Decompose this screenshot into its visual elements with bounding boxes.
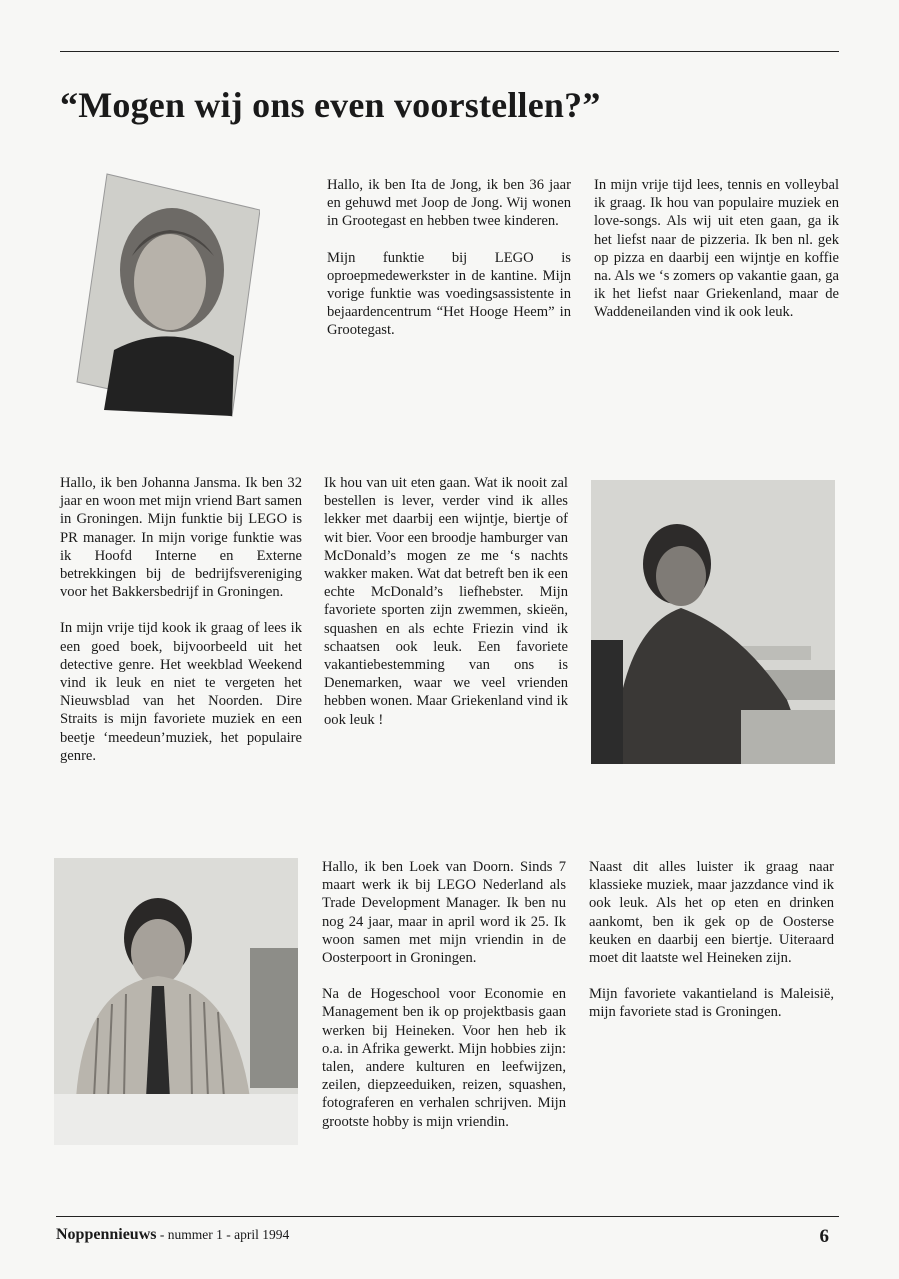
loek-text-column-2	[589, 858, 834, 1022]
ita-text-column-2	[594, 176, 839, 322]
article-title: “Mogen wij ons even voorstellen?”	[60, 85, 601, 125]
ita-paragraph-hobbies: In mijn vrije tijd lees, tennis en volleybal ik graag. Ik hou van populaire muziek en love-songs. Als wij uit eten gaan, ga ik het liefst naar de pizzeria. Ik ben nl. gek op pizza en daarbij een wijntje en koffie na. Als we ‘s zomers op vakantie gaan, ga ik het liefst naar Griekenland, maar de Waddeneilanden vind ik ook leuk.	[594, 177, 839, 321]
loek-paragraph-intro: Hallo, ik ben Loek van Doorn. Sinds 7 maart werk ik bij LEGO Nederland als Trade Development Manager. Ik ben nu nog 24 jaar, maar in april word ik 25. Ik woon samen met mijn vriendin in de Oosterpoort in Groningen.	[322, 859, 566, 967]
johanna-text-column-2	[324, 474, 568, 729]
page-number: 6	[819, 1226, 829, 1247]
bottom-rule	[56, 1216, 839, 1217]
portrait-johanna-jansma	[591, 480, 835, 764]
loek-paragraph-music: Naast dit alles luister ik graag naar klassieke muziek, maar jazzdance vind ik ook leuk. Als het op eten en drinken aankomt, ben ik gek op de Oosterse keuken en daarbij een biertje. Uiteraard moet dit laatste wel Heineken zijn.	[589, 859, 834, 967]
ita-paragraph-job: Mijn funktie bij LEGO is oproepmedewerkster in de kantine. Mijn vorige funktie was voedingsassistente in bejaardencentrum “Het Hooge Heem” in Grootegast.	[327, 249, 571, 339]
publication-name: Noppennieuws	[56, 1226, 157, 1243]
portrait-ita-de-jong	[74, 170, 260, 420]
footer-publication	[56, 1226, 289, 1244]
ita-paragraph-intro: Hallo, ik ben Ita de Jong, ik ben 36 jaar en gehuwd met Joop de Jong. Wij wonen in Grootegast en hebben twee kinderen.	[327, 177, 571, 230]
ita-text-column-1	[327, 176, 571, 340]
top-rule	[60, 51, 839, 52]
issue-info: - nummer 1 - april 1994	[156, 1227, 290, 1242]
johanna-paragraph-hobbies: In mijn vrije tijd kook ik graag of lees ik een goed boek, bijvoorbeeld uit het detective genre. Het weekblad Weekend vind ik leuk en niet te vergeten het Nieuwsblad van het Noorden. Dire Straits is mijn favoriete muziek en een beetje ‘meedeun’muziek, het populaire genre.	[60, 620, 302, 764]
loek-paragraph-travel: Mijn favoriete vakantieland is Maleisië, mijn favoriete stad is Groningen.	[589, 986, 834, 1021]
loek-text-column-1	[322, 858, 566, 1131]
loek-paragraph-career: Na de Hogeschool voor Economie en Management ben ik op projektbasis gaan werken bij Heineken. Voor hen heb ik o.a. in Afrika gewerkt. Mijn hobbies zijn: talen, andere kulturen en leefwijzen, zeilen, diepzeeduiken, reizen, squashen, fotograferen en verhalen schrijven. Mijn grootste hobby is mijn vriendin.	[322, 986, 566, 1130]
johanna-text-column-1	[60, 474, 302, 765]
johanna-paragraph-intro: Hallo, ik ben Johanna Jansma. Ik ben 32 jaar en woon met mijn vriend Bart samen in Groningen. Mijn funktie bij LEGO is PR manager. In mijn vorige funktie was ik Hoofd Interne en Externe betrekkingen bij de bedrijfsvereniging voor het Bakkersbedrijf in Groningen.	[60, 475, 302, 601]
portrait-loek-van-doorn	[54, 858, 298, 1145]
johanna-paragraph-food: Ik hou van uit eten gaan. Wat ik nooit zal bestellen is lever, verder vind ik alles lekker met daarbij een wijntje, biertje of wit bier. Voor een broodje hamburger van McDonald’s mogen ze me ‘s nachts wakker maken. Wat dat betreft ben ik een echte McDonald’s liefhebster. Mijn favoriete sporten zijn zwemmen, skieën, squashen en als echte Friezin vind ik schaatsen ook leuk. Een favoriete vakantiebestemming van ons is Denemarken, waar we veel vrienden hebben wonen. Maar Griekenland vind ik ook leuk !	[324, 475, 568, 728]
